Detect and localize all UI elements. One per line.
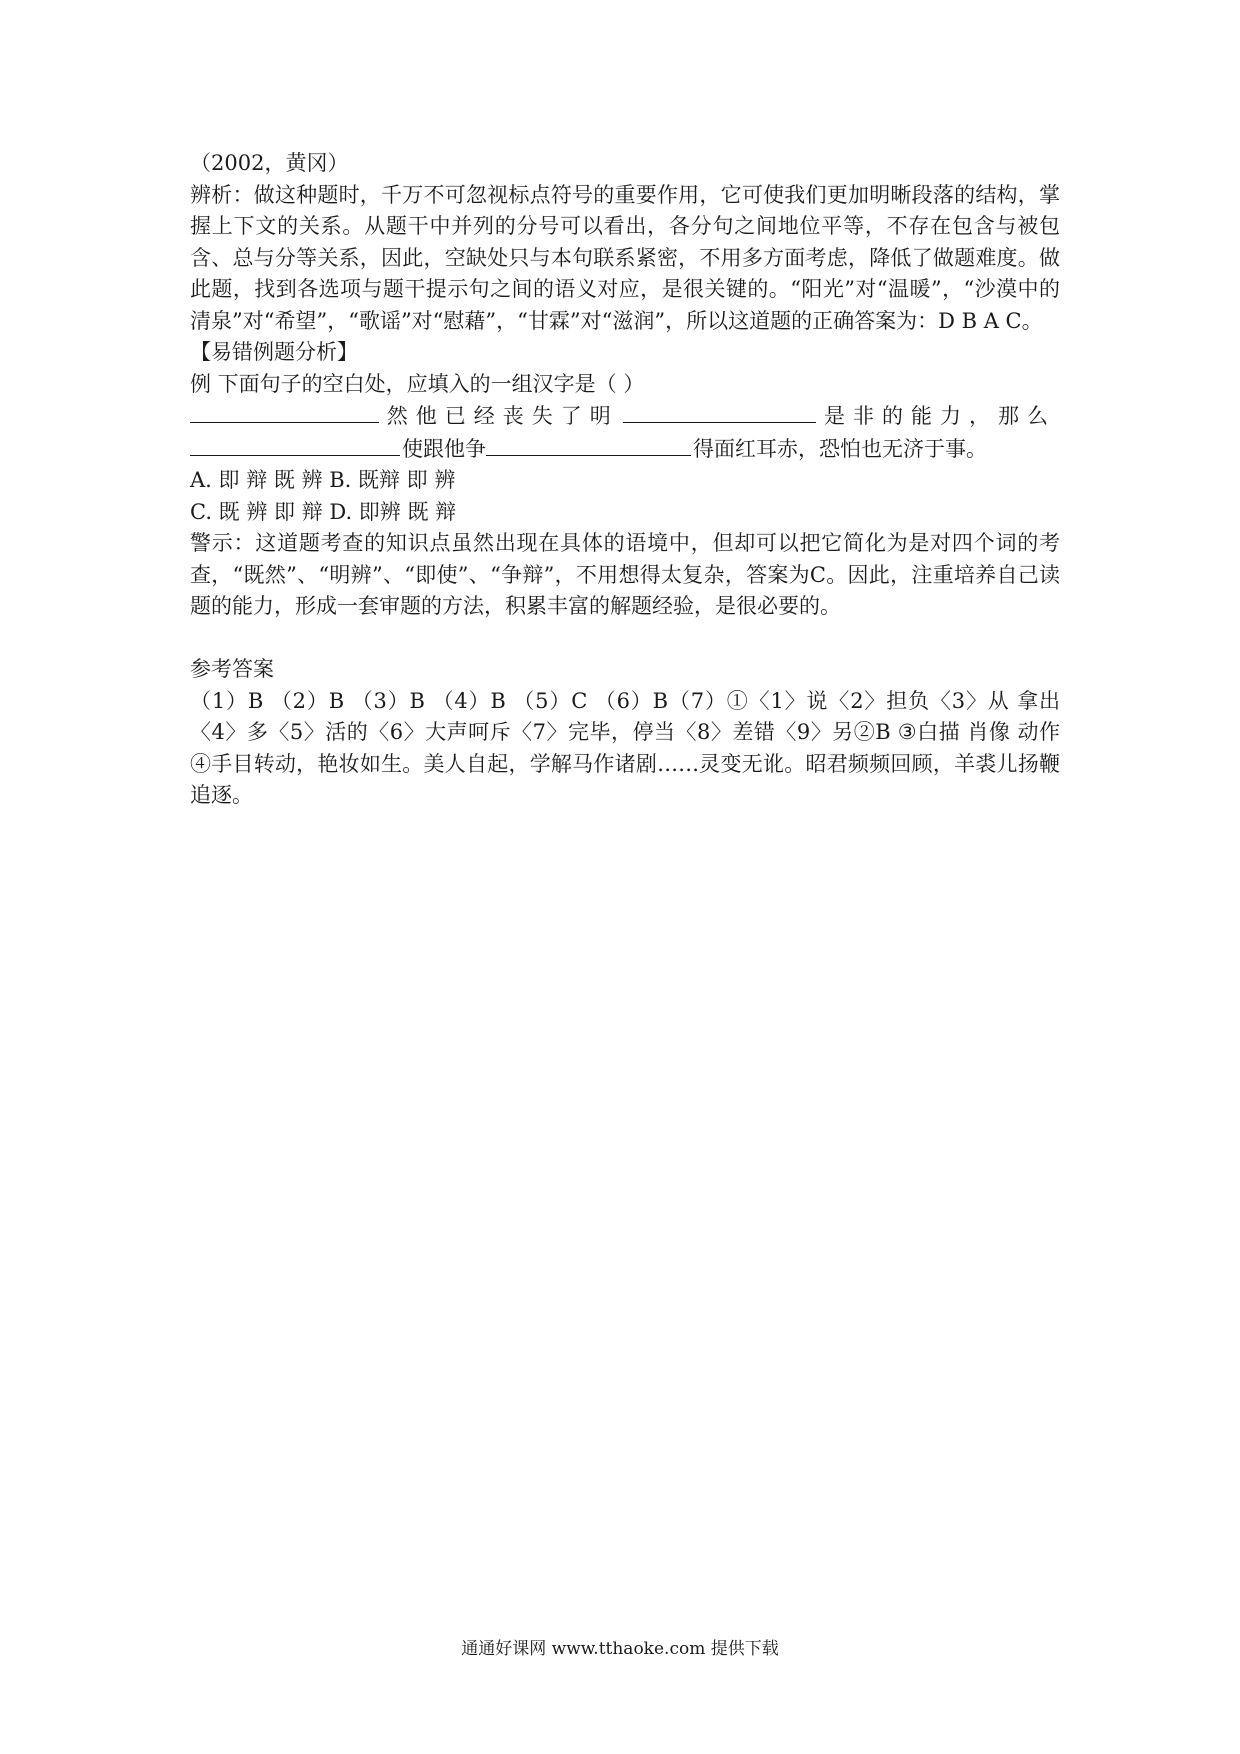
footer-text: 通通好课网 www.tthaoke.com 提供下载 [461,1639,779,1659]
answers-heading: 参考答案 [190,657,274,681]
source-line: （2002，黄冈） [190,151,349,175]
fill-line-2-segment-2: 得面红耳赤，恐怕也无济于事。 [693,436,987,461]
section-heading: 【易错例题分析】 [190,340,358,364]
option-line: C. 既 辨 即 辩 D. 即辨 既 辩 [190,499,457,524]
fill-line-2 [190,433,1060,466]
analysis-paragraph: 辨析：做这种题时，千万不可忽视标点符号的重要作用，它可使我们更加明晰段落的结构，掌握上下文的关系。从题干中并列的分号可以看出，各分句之间地位平等，不存在包含与被包含、总与分等关系，因此，空缺处只与本句联系紧密，不用多方面考虑，降低了做题难度。做此题，找到各选项与题干提示句之间的语义对应，是很关键的。“阳光”对“温暖”，“沙漠中的清泉”对“希望”，“歌谣”对“慰藉”，“甘霖”对“滋润”，所以这道题的正确答案为：D B A C。 [190,182,1060,333]
option-line: A. 即 辩 既 辨 B. 既辩 即 辨 [190,468,456,492]
answer-blank-1 [190,400,379,423]
spacer [190,623,1060,655]
fill-line-2-segment-1: 使跟他争 [402,436,486,461]
document-body [190,148,1060,812]
fill-line-1-segment-1: 然他已经丧失了明 [386,404,619,428]
fill-line-1 [190,400,1060,433]
example-question: 例 下面句子的空白处，应填入的一组汉字是（ ） [190,371,645,396]
answer-blank-4 [486,433,691,456]
answer-blank-3 [190,433,400,456]
warning-paragraph: 警示：这道题考查的知识点虽然出现在具体的语境中，但却可以把它简化为是对四个词的考查，“既然”、“明辨”、“即使”、“争辩”，不用想得太复杂，答案为C。因此，注重培养自己读题的能力，形成一套审题的方法，积累丰富的解题经验，是很必要的。 [190,531,1060,618]
answer-blank-2 [623,400,816,423]
fill-line-1-segment-2: 是非的能力，那么 [824,404,1056,428]
answers-body: （1）B （2）B （3）B （4）B （5）C （6）B（7）①〈1〉说〈2〉担负〈3〉从 拿出〈4〉多〈5〉活的〈6〉大声呵斥〈7〉完毕，停当〈8〉差错〈9〉另②B ③白描 肖像 动作 ④手目转动，艳妆如生。美人自起，学解马作诸剧……灵变无讹。昭君频频回顾，羊裘儿扬鞭追逐。 [190,688,1060,807]
